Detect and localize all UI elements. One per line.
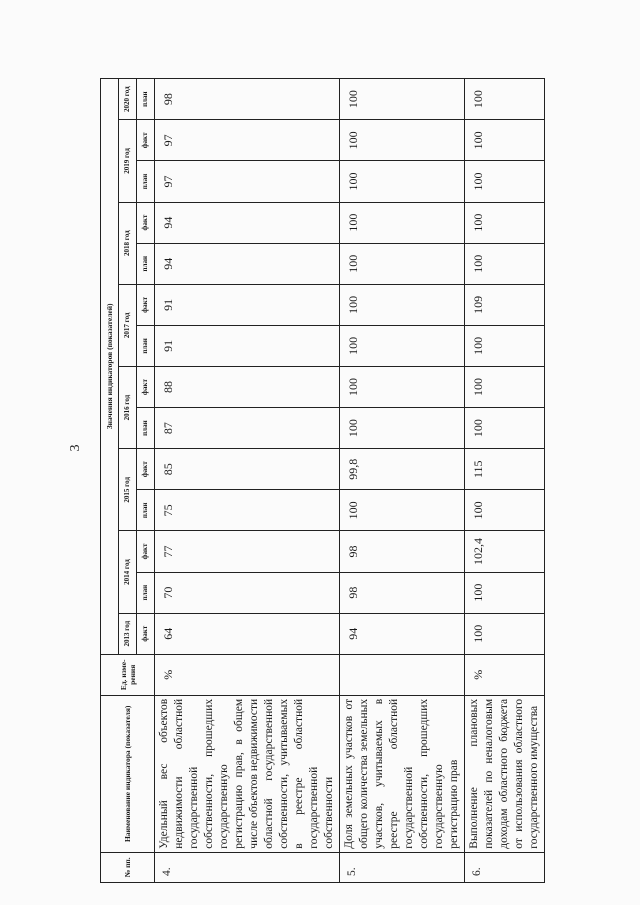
value-cell: 77 xyxy=(155,531,340,572)
value-cell: 100 xyxy=(340,243,465,284)
rotated-table-container xyxy=(100,78,540,883)
value-cell: 99,8 xyxy=(340,449,465,490)
table-row xyxy=(465,79,545,883)
value-cell: 75 xyxy=(155,490,340,531)
unit-cell: % xyxy=(465,654,545,695)
value-cell: 98 xyxy=(340,531,465,572)
header-fact: факт xyxy=(137,531,155,572)
table-row xyxy=(340,79,465,883)
value-cell: 100 xyxy=(340,490,465,531)
value-cell: 100 xyxy=(340,202,465,243)
header-year-2015: 2015 год xyxy=(119,449,137,531)
value-cell: 91 xyxy=(155,284,340,325)
value-cell: 97 xyxy=(155,120,340,161)
header-plan: план xyxy=(137,243,155,284)
header-plan: план xyxy=(137,408,155,449)
header-fact: факт xyxy=(137,366,155,407)
value-cell: 100 xyxy=(340,325,465,366)
value-cell: 70 xyxy=(155,572,340,613)
value-cell: 100 xyxy=(465,613,545,654)
value-cell: 98 xyxy=(340,572,465,613)
header-plan: план xyxy=(137,490,155,531)
indicator-name: Выполнение плановых показателей по неналоговым доходам областного бюджета от использования областного государственного имущества xyxy=(465,695,545,852)
value-cell: 100 xyxy=(340,120,465,161)
indicator-name: Доля земельных участков от общего количества земельных участков, учитываемых в реестре областной государственной собственности, прошедших государственную регистрацию прав xyxy=(340,695,465,852)
value-cell: 87 xyxy=(155,408,340,449)
header-plan: план xyxy=(137,325,155,366)
value-cell: 100 xyxy=(465,366,545,407)
value-cell: 64 xyxy=(155,613,340,654)
value-cell: 102,4 xyxy=(465,531,545,572)
table-row xyxy=(155,79,340,883)
value-cell: 91 xyxy=(155,325,340,366)
header-plan: план xyxy=(137,161,155,202)
value-cell: 100 xyxy=(465,120,545,161)
value-cell: 100 xyxy=(465,572,545,613)
value-cell: 109 xyxy=(465,284,545,325)
header-fact: факт xyxy=(137,202,155,243)
value-cell: 94 xyxy=(155,202,340,243)
value-cell: 100 xyxy=(340,366,465,407)
value-cell: 97 xyxy=(155,161,340,202)
value-cell: 100 xyxy=(340,284,465,325)
unit-cell xyxy=(340,654,465,695)
value-cell: 98 xyxy=(155,79,340,120)
indicators-table xyxy=(100,78,545,883)
value-cell: 100 xyxy=(465,408,545,449)
header-year-2017: 2017 год xyxy=(119,284,137,366)
header-year-2013: 2013 год xyxy=(119,613,137,654)
unit-cell: % xyxy=(155,654,340,695)
row-number: 6. xyxy=(465,852,545,882)
value-cell: 100 xyxy=(340,408,465,449)
value-cell: 85 xyxy=(155,449,340,490)
value-cell: 100 xyxy=(465,161,545,202)
header-plan: план xyxy=(137,572,155,613)
header-year-2014: 2014 год xyxy=(119,531,137,613)
value-cell: 88 xyxy=(155,366,340,407)
header-unit: Ед. изме-рения xyxy=(101,654,155,695)
value-cell: 115 xyxy=(465,449,545,490)
header-values: Значения индикаторов (показателей) xyxy=(101,79,119,655)
indicator-name: Удельный вес объектов недвижимости областной государственной собственности, прошедших государственную регистрацию прав, в общем числе объектов недвижимости областной государственной собственности, учитываемых в реестре областной государственной собственности xyxy=(155,695,340,852)
header-fact: факт xyxy=(137,613,155,654)
row-number: 5. xyxy=(340,852,465,882)
header-name: Наименование индикатора (показателя) xyxy=(101,695,155,852)
value-cell: 100 xyxy=(465,325,545,366)
header-year-2018: 2018 год xyxy=(119,202,137,284)
header-fact: факт xyxy=(137,284,155,325)
value-cell: 100 xyxy=(465,202,545,243)
row-number: 4. xyxy=(155,852,340,882)
value-cell: 100 xyxy=(465,79,545,120)
header-fact: факт xyxy=(137,120,155,161)
value-cell: 94 xyxy=(340,613,465,654)
header-fact: факт xyxy=(137,449,155,490)
value-cell: 100 xyxy=(465,490,545,531)
header-year-2020: 2020 год xyxy=(119,79,137,120)
header-plan: план xyxy=(137,79,155,120)
page-number: 3 xyxy=(68,444,83,452)
header-no: № пп. xyxy=(101,852,155,882)
header-year-2019: 2019 год xyxy=(119,120,137,202)
value-cell: 100 xyxy=(340,79,465,120)
value-cell: 94 xyxy=(155,243,340,284)
value-cell: 100 xyxy=(340,161,465,202)
value-cell: 100 xyxy=(465,243,545,284)
header-year-2016: 2016 год xyxy=(119,366,137,448)
